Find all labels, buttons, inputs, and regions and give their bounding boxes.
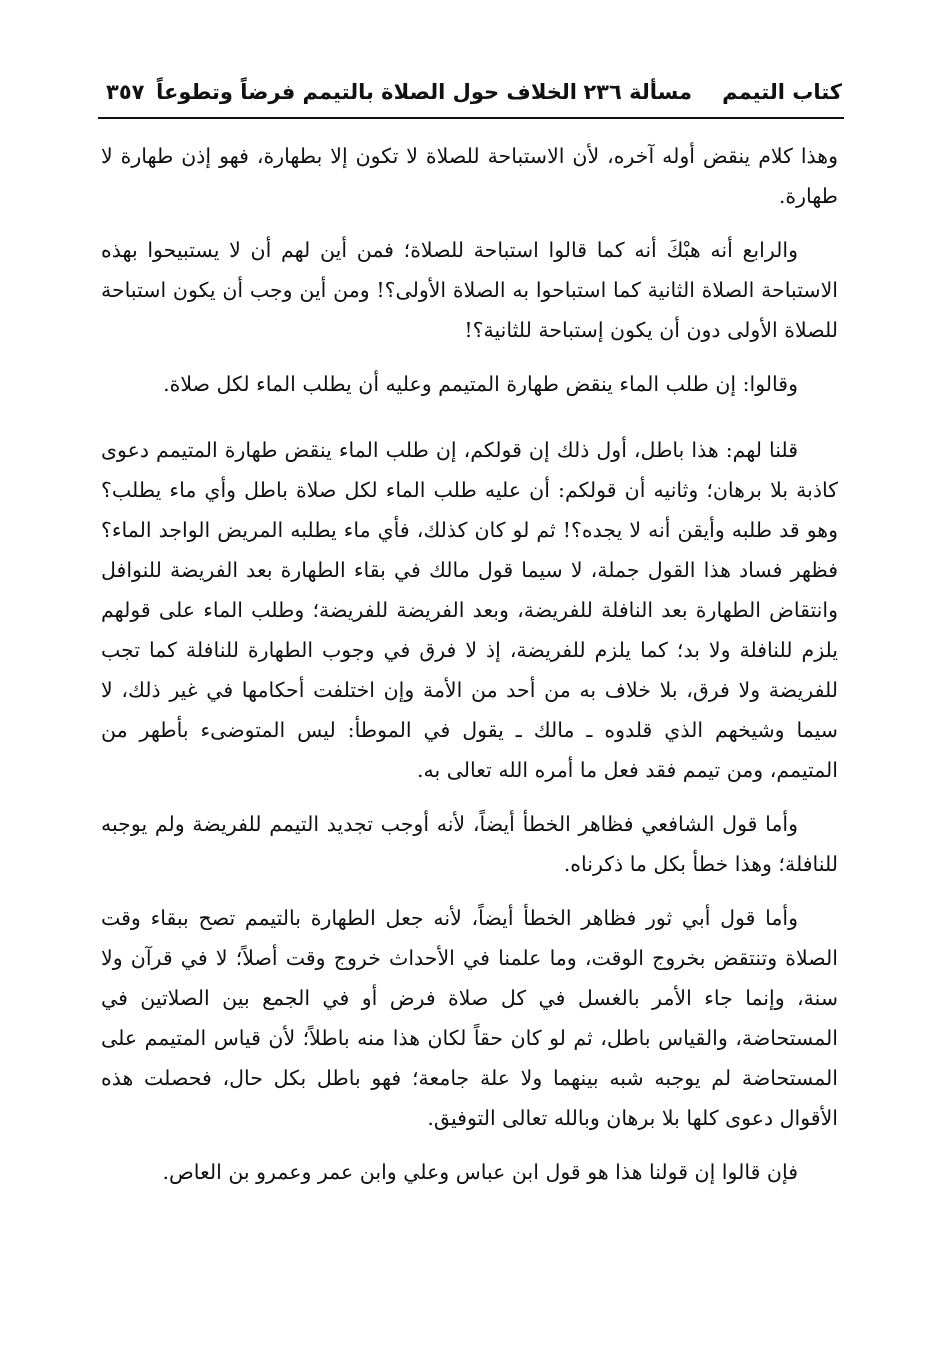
chapter-name: كتاب التيمم [722, 80, 842, 104]
header-rule [98, 117, 844, 119]
paragraph-5: وأما قول الشافعي فظاهر الخطأ أيضاً، لأنه أوجب تجديد التيمم للفريضة ولم يوجبه للنافلة؛ وهذا خطأ بكل ما ذكرناه. [101, 812, 838, 876]
running-head [100, 72, 842, 112]
issue-number: مسألة ٢٣٦ [583, 80, 692, 104]
paragraph-3: وقالوا: إن طلب الماء ينقض طهارة المتيمم وعليه أن يطلب الماء لكل صلاة. [163, 372, 798, 396]
paragraph-6: وأما قول أبي ثور فظاهر الخطأ أيضاً، لأنه جعل الطهارة بالتيمم تصح ببقاء وقت الصلاة وتنتقض بخروج الوقت، وما علمنا في الأحداث خروج وقت أصلاً؛ لا في قرآن ولا سنة، وإنما جاء الأمر بالغسل في كل صلاة فرض أو في الجمع بين الصلاتين في المستحاضة، والقياس باطل، ثم لو كان حقاً لكان هذا منه باطلاً؛ لأن قياس المتيمم على المستحاضة لم يوجبه شبه بينهما ولا علة جامعة؛ فهو باطل بكل حال، فحصلت هذه الأقوال دعوى كلها بلا برهان وبالله تعالى التوفيق. [101, 906, 838, 1130]
paragraph-7: فإن قالوا إن قولنا هذا هو قول ابن عباس وعلي وابن عمر وعمرو بن العاص. [162, 1160, 798, 1184]
paragraph-1: وهذا كلام ينقض أوله آخره، لأن الاستباحة للصلاة لا تكون إلا بطهارة، فهو إذن طهارة لا طهارة. [101, 144, 838, 208]
paragraph-4: قلنا لهم: هذا باطل، أول ذلك إن قولكم، إن طلب الماء ينقض طهارة المتيمم دعوى كاذبة بلا برهان؛ وثانيه أن قولكم: أن عليه طلب الماء لكل صلاة باطل وأي ماء يطلب؟ وهو قد طلبه وأيقن أنه لا يجده؟! ثم لو كان كذلك، فأي ماء يطلبه المريض الواجد الماء؟ فظهر فساد هذا القول جملة، لا سيما قول مالك في بقاء الطهارة بعد الفريضة للنوافل وانتقاض الطهارة بعد النافلة للفريضة، وبعد الفريضة للفريضة؛ وطلب الماء على قولهم يلزم للنافلة ولا بد؛ كما يلزم للفريضة، إذ لا فرق في وجوب الطهارة للنافلة كما تجب للفريضة ولا فرق، بلا خلاف به من أحد من الأمة وإن اختلفت أحكامها في غير ذلك، لا سيما وشيخهم الذي قلدوه ـ مالك ـ يقول في الموطأ: ليس المتوضىء بأطهر من المتيمم، ومن تيمم فقد فعل ما أمره الله تعالى به. [101, 438, 838, 782]
body-text [101, 136, 838, 1206]
paragraph-2: والرابع أنه هبْكَ أنه كما قالوا استباحة للصلاة؛ فمن أين لهم أن لا يستبيحوا بهذه الاستباحة الصلاة الثانية كما استباحوا به الصلاة الأولى؟! ومن أين وجب أن يكون استباحة للصلاة الأولى دون أن يكون إستباحة للثانية؟! [101, 238, 838, 342]
section-title: الخلاف حول الصلاة بالتيمم فرضاً وتطوعاً [156, 80, 577, 104]
page-number: ٣٥٧ [106, 80, 145, 104]
